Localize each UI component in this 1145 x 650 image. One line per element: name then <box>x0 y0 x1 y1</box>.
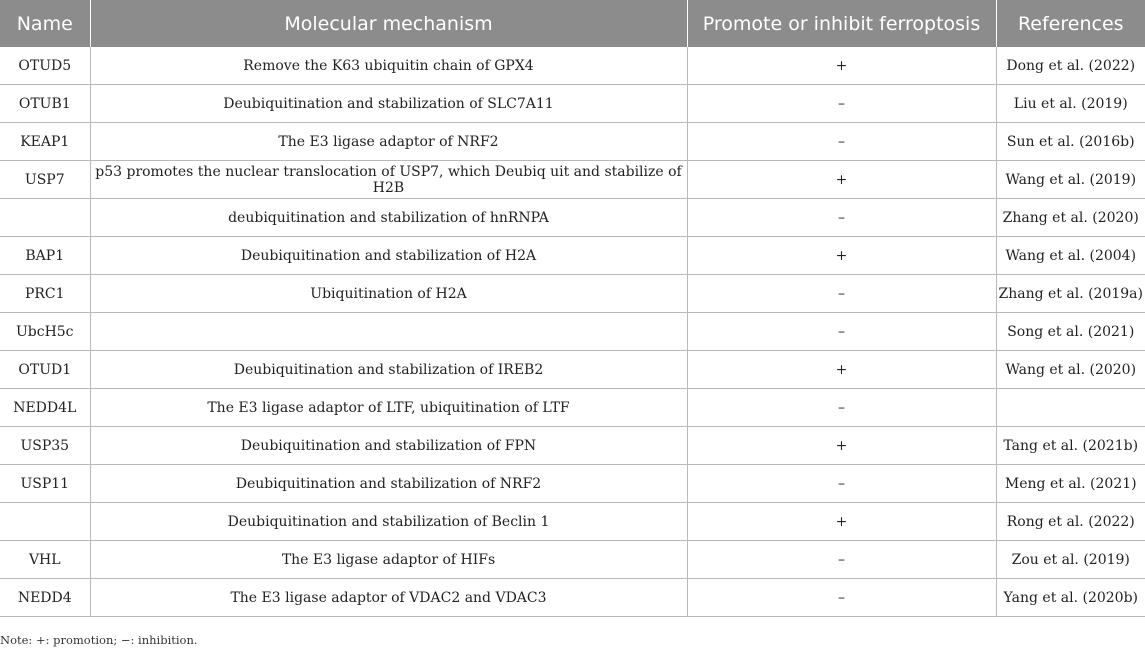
table-row <box>0 579 1145 617</box>
cell-mechanism: The E3 ligase adaptor of LTF, ubiquitination of LTF <box>90 389 687 427</box>
cell-mechanism: Ubiquitination of H2A <box>90 275 687 313</box>
cell-effect: + <box>687 161 996 199</box>
cell-name: OTUD5 <box>0 47 90 85</box>
cell-reference: Liu et al. (2019) <box>996 85 1145 123</box>
cell-mechanism: Deubiquitination and stabilization of H2A <box>90 237 687 275</box>
cell-reference: Wang et al. (2019) <box>996 161 1145 199</box>
cell-name: KEAP1 <box>0 123 90 161</box>
cell-mechanism <box>90 313 687 351</box>
cell-name: UbcH5c <box>0 313 90 351</box>
cell-effect: – <box>687 123 996 161</box>
cell-reference: Meng et al. (2021) <box>996 465 1145 503</box>
cell-reference: Zhang et al. (2019a) <box>996 275 1145 313</box>
cell-effect: – <box>687 85 996 123</box>
cell-name: PRC1 <box>0 275 90 313</box>
cell-mechanism: Deubiquitination and stabilization of Beclin 1 <box>90 503 687 541</box>
cell-reference: Zou et al. (2019) <box>996 541 1145 579</box>
table-row <box>0 503 1145 541</box>
cell-name: NEDD4 <box>0 579 90 617</box>
table-note: Note: +: promotion; −: inhibition. <box>0 633 198 647</box>
table-row <box>0 123 1145 161</box>
header-references: References <box>996 0 1145 47</box>
table-row <box>0 161 1145 199</box>
table-row <box>0 275 1145 313</box>
cell-effect: – <box>687 541 996 579</box>
cell-mechanism: The E3 ligase adaptor of HIFs <box>90 541 687 579</box>
table-row <box>0 465 1145 503</box>
table-row <box>0 85 1145 123</box>
cell-effect: + <box>687 427 996 465</box>
cell-reference: Sun et al. (2016b) <box>996 123 1145 161</box>
cell-effect: + <box>687 503 996 541</box>
cell-reference: Wang et al. (2004) <box>996 237 1145 275</box>
cell-effect: – <box>687 579 996 617</box>
table-row <box>0 427 1145 465</box>
cell-name: USP7 <box>0 161 90 199</box>
table-row <box>0 237 1145 275</box>
cell-name: USP11 <box>0 465 90 503</box>
table-row <box>0 199 1145 237</box>
cell-name <box>0 503 90 541</box>
cell-name: USP35 <box>0 427 90 465</box>
cell-name: BAP1 <box>0 237 90 275</box>
cell-mechanism: Remove the K63 ubiquitin chain of GPX4 <box>90 47 687 85</box>
table-row <box>0 351 1145 389</box>
table-row <box>0 47 1145 85</box>
cell-mechanism: deubiquitination and stabilization of hnRNPA <box>90 199 687 237</box>
cell-reference: Song et al. (2021) <box>996 313 1145 351</box>
cell-reference: Zhang et al. (2020) <box>996 199 1145 237</box>
cell-effect: + <box>687 47 996 85</box>
cell-effect: – <box>687 465 996 503</box>
cell-reference <box>996 389 1145 427</box>
cell-mechanism: Deubiquitination and stabilization of SLC7A11 <box>90 85 687 123</box>
cell-mechanism: The E3 ligase adaptor of VDAC2 and VDAC3 <box>90 579 687 617</box>
cell-reference: Tang et al. (2021b) <box>996 427 1145 465</box>
cell-name: NEDD4L <box>0 389 90 427</box>
cell-reference: Dong et al. (2022) <box>996 47 1145 85</box>
cell-effect: + <box>687 351 996 389</box>
cell-mechanism: Deubiquitination and stabilization of IREB2 <box>90 351 687 389</box>
cell-effect: – <box>687 275 996 313</box>
header-name: Name <box>0 0 90 47</box>
cell-effect: – <box>687 199 996 237</box>
cell-mechanism: p53 promotes the nuclear translocation of USP7, which Deubiq uit and stabilize of H2B <box>90 161 687 199</box>
cell-mechanism: The E3 ligase adaptor of NRF2 <box>90 123 687 161</box>
cell-name: OTUB1 <box>0 85 90 123</box>
cell-reference: Rong et al. (2022) <box>996 503 1145 541</box>
cell-reference: Yang et al. (2020b) <box>996 579 1145 617</box>
cell-effect: – <box>687 313 996 351</box>
header-row <box>0 0 1145 47</box>
cell-effect: – <box>687 389 996 427</box>
cell-name: OTUD1 <box>0 351 90 389</box>
cell-reference: Wang et al. (2020) <box>996 351 1145 389</box>
cell-mechanism: Deubiquitination and stabilization of NRF2 <box>90 465 687 503</box>
cell-mechanism: Deubiquitination and stabilization of FPN <box>90 427 687 465</box>
table-row <box>0 389 1145 427</box>
table-row <box>0 541 1145 579</box>
header-effect: Promote or inhibit ferroptosis <box>687 0 996 47</box>
cell-name: VHL <box>0 541 90 579</box>
table-row <box>0 313 1145 351</box>
header-mechanism: Molecular mechanism <box>90 0 687 47</box>
cell-effect: + <box>687 237 996 275</box>
cell-name <box>0 199 90 237</box>
